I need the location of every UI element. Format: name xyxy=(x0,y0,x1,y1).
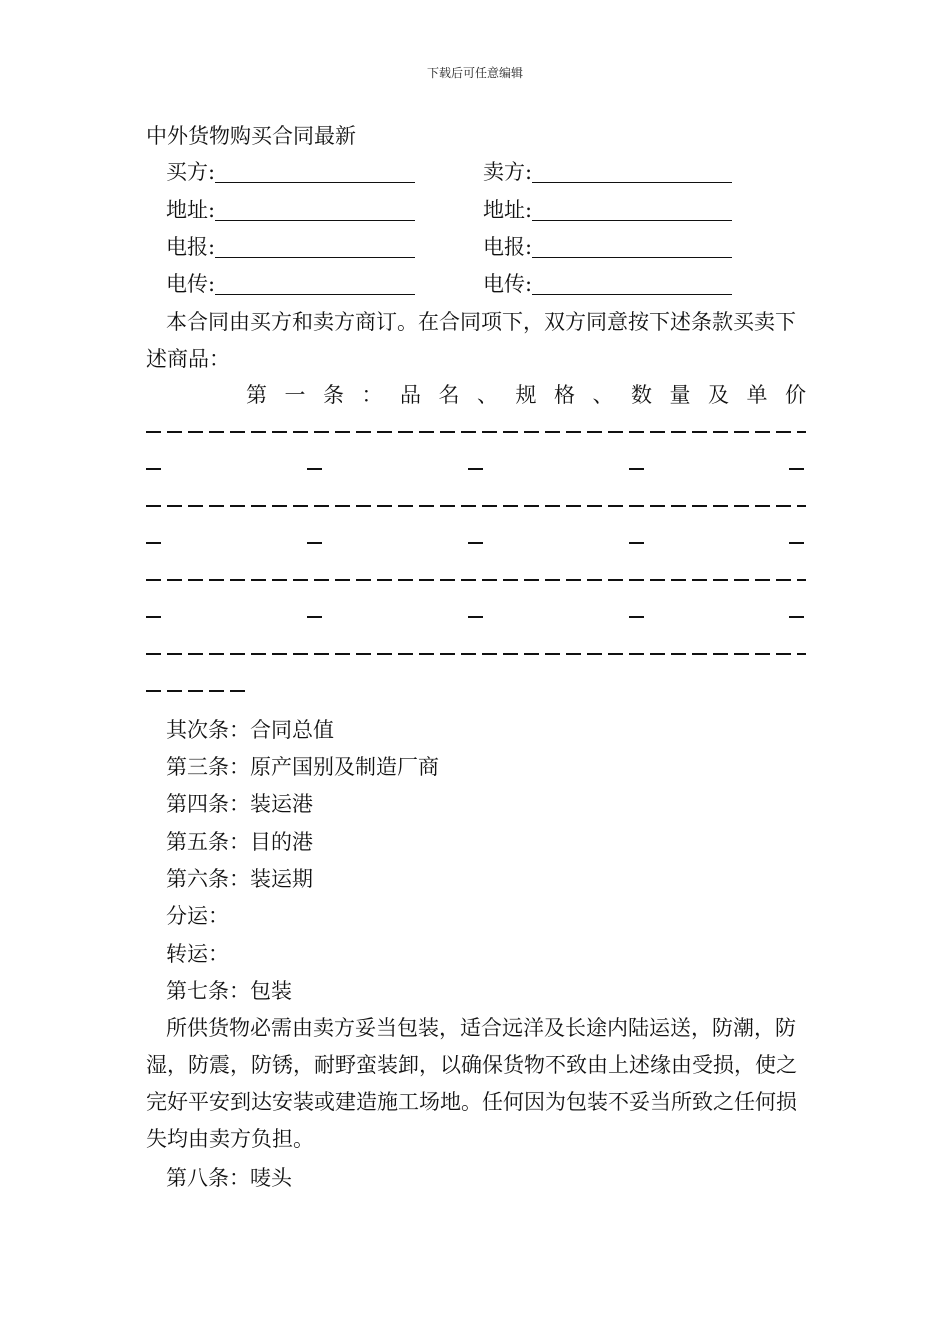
article-1-char: 及 xyxy=(708,383,729,407)
article-4: 第四条：装运港 xyxy=(166,792,313,816)
fill-in-line[interactable] xyxy=(532,235,732,258)
article-8: 第八条：唛头 xyxy=(166,1166,292,1190)
article-1-char: 第 xyxy=(246,383,267,407)
column-marker xyxy=(146,468,161,470)
fill-in-line[interactable] xyxy=(215,235,415,258)
article-1-char: ： xyxy=(361,383,383,407)
table-dashed-rule xyxy=(146,431,806,433)
intro-paragraph: 本合同由买方和卖方商订。在合同项下，双方同意按下述条款买卖下述商品： xyxy=(146,310,796,371)
table-dashed-rule-end xyxy=(146,690,251,692)
article-1-char: 量 xyxy=(669,383,691,407)
column-marker xyxy=(789,542,804,544)
seller-telex-field: 电传: xyxy=(483,270,732,298)
seller-cable-field: 电报: xyxy=(483,233,732,261)
table-column-markers xyxy=(146,468,806,470)
party-row-address xyxy=(166,196,806,224)
column-marker xyxy=(789,468,804,470)
column-marker xyxy=(307,616,322,618)
article-1-heading xyxy=(246,380,806,410)
party-row-name xyxy=(166,158,806,186)
buyer-name-field: 买方: xyxy=(166,158,415,186)
article-1-char: 数 xyxy=(631,383,652,407)
page-header-note: 下载后可任意编辑 xyxy=(426,66,523,80)
article-7: 第七条：包装 xyxy=(166,979,292,1003)
column-marker xyxy=(468,542,483,544)
fill-in-line[interactable] xyxy=(532,160,732,183)
party-row-telex xyxy=(166,270,806,298)
fill-in-line[interactable] xyxy=(215,272,415,295)
article-6: 第六条：装运期 xyxy=(166,867,313,891)
column-marker xyxy=(629,616,644,618)
table-column-markers xyxy=(146,616,806,618)
table-dashed-rule xyxy=(146,505,806,507)
column-marker xyxy=(629,468,644,470)
seller-name-field: 卖方: xyxy=(483,158,732,186)
column-marker xyxy=(307,468,322,470)
column-marker xyxy=(468,616,483,618)
column-marker xyxy=(146,542,161,544)
table-column-markers xyxy=(146,542,806,544)
article-1-char: 单 xyxy=(746,383,768,407)
column-marker xyxy=(629,542,644,544)
buyer-telex-field: 电传: xyxy=(166,270,415,298)
partial-shipment: 分运： xyxy=(166,904,229,928)
fill-in-line[interactable] xyxy=(215,198,415,221)
article-2: 其次条：合同总值 xyxy=(166,718,334,742)
article-1-char: 品 xyxy=(400,383,421,407)
packing-paragraph: 所供货物必需由卖方妥当包装，适合远洋及长途内陆运送，防潮，防湿，防震，防锈，耐野蛮装卸，以确保货物不致由上述缘由受损，使之完好平安到达安装或建造施工场地。任何因为包装不妥当所致之任何损失均由卖方负担。 xyxy=(146,1016,797,1151)
buyer-cable-field: 电报: xyxy=(166,233,415,261)
column-marker xyxy=(146,616,161,618)
article-1-char: 、 xyxy=(477,383,498,407)
party-row-cable xyxy=(166,233,806,261)
column-marker xyxy=(789,616,804,618)
table-dashed-rule xyxy=(146,579,806,581)
fill-in-line[interactable] xyxy=(532,272,732,295)
document-title: 中外货物购买合同最新 xyxy=(146,124,356,148)
article-1-char: 条 xyxy=(323,383,344,407)
column-marker xyxy=(468,468,483,470)
article-1-char: 名 xyxy=(438,383,460,407)
article-1-char: 、 xyxy=(592,383,614,407)
article-3: 第三条：原产国别及制造厂商 xyxy=(166,755,439,779)
article-1-char: 一 xyxy=(284,383,306,407)
column-marker xyxy=(307,542,322,544)
transshipment: 转运： xyxy=(166,942,229,966)
article-1-char: 价 xyxy=(785,383,806,407)
buyer-address-field: 地址: xyxy=(166,196,415,224)
article-1-char: 格 xyxy=(554,383,575,407)
fill-in-line[interactable] xyxy=(215,160,415,183)
fill-in-line[interactable] xyxy=(532,198,732,221)
table-dashed-rule xyxy=(146,653,806,655)
seller-address-field: 地址: xyxy=(483,196,732,224)
article-1-char: 规 xyxy=(515,383,537,407)
article-5: 第五条：目的港 xyxy=(166,830,313,854)
